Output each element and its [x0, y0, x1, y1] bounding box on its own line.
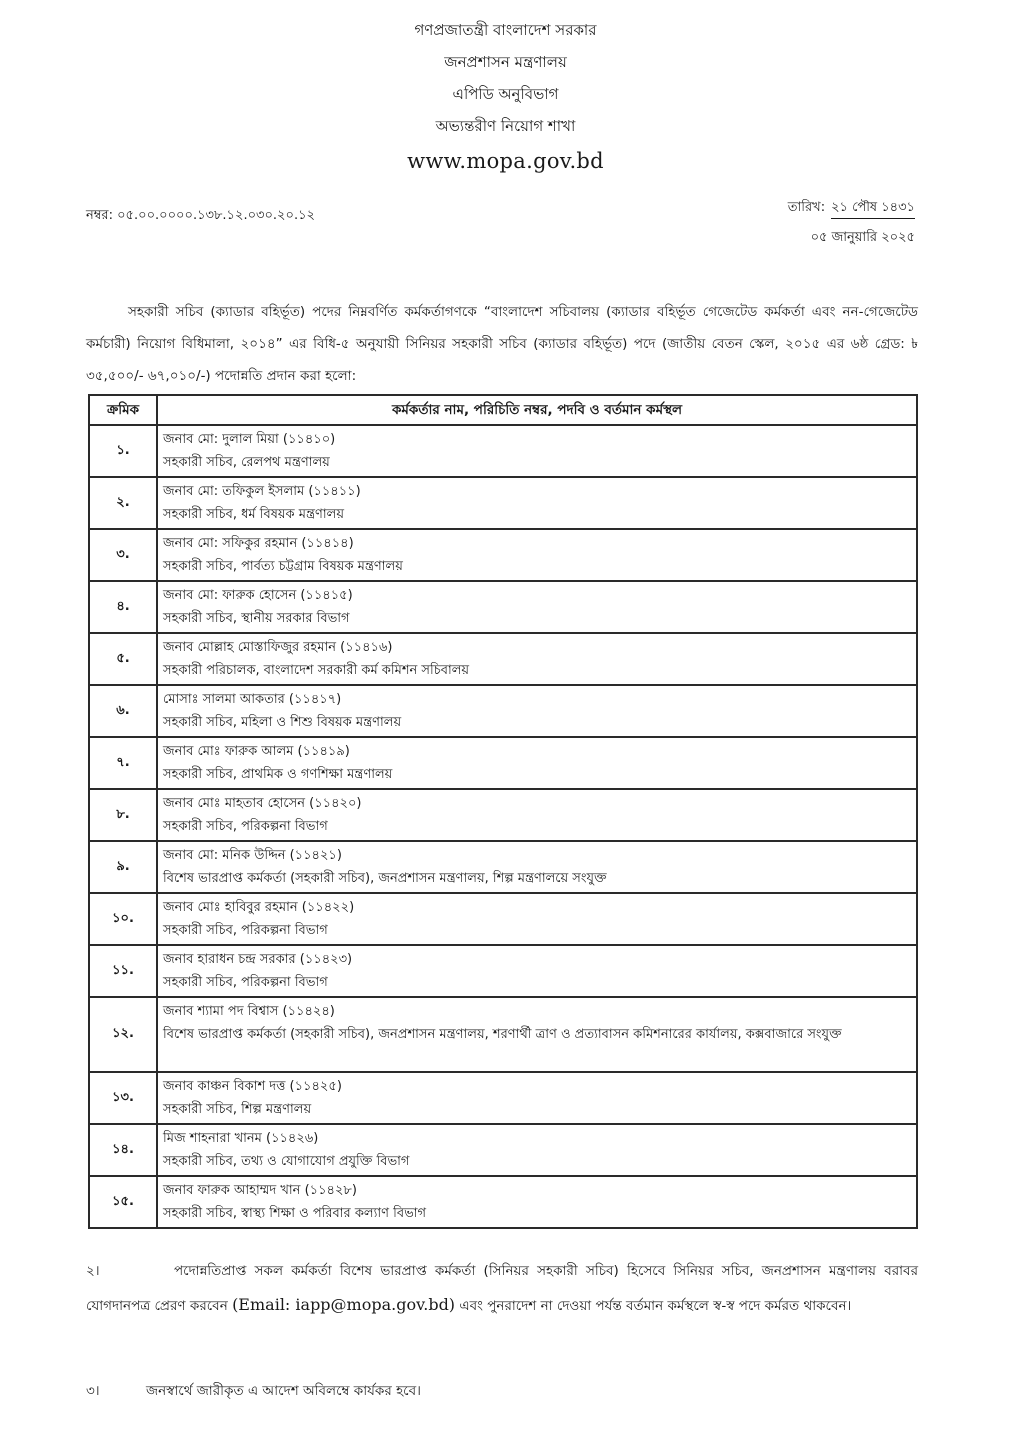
row-details — [157, 477, 917, 529]
table-row — [89, 1072, 917, 1124]
memo-label: নম্বর: — [86, 208, 113, 223]
promotion-table — [88, 394, 918, 1229]
instruction-text-continued: এবং পুনরাদেশ না দেওয়া পর্যন্ত বর্তমান কর্মস্থলে স্ব-স্ব পদে কর্মরত থাকবেন। — [455, 1298, 852, 1314]
officer-name: জনাব মোঃ মাহতাব হোসেন (১১৪২০) — [163, 796, 362, 811]
officer-post: সহকারী সচিব, স্থানীয় সরকার বিভাগ — [163, 611, 350, 626]
officer-name: জনাব মোঃ হাবিবুর রহমান (১১৪২২) — [163, 900, 355, 915]
memo-number — [86, 206, 315, 227]
officer-post: সহকারী সচিব, পরিকল্পনা বিভাগ — [163, 819, 328, 834]
officer-name: জনাব ফারুক আহাম্মদ খান (১১৪২৮) — [163, 1183, 357, 1198]
government-name: গণপ্রজাতন্ত্রী বাংলাদেশ সরকার — [414, 21, 597, 39]
table-row — [89, 1124, 917, 1176]
officer-name: জনাব মো: ফারুক হোসেন (১১৪১৫) — [163, 588, 353, 603]
row-details — [157, 529, 917, 581]
officer-post: সহকারী সচিব, পার্বত্য চট্টগ্রাম বিষয়ক মন্ত্রণালয় — [163, 559, 403, 574]
officer-post: সহকারী পরিচালক, বাংলাদেশ সরকারী কর্ম কমিশন সচিবালয় — [163, 663, 470, 678]
date-label: তারিখ: — [787, 200, 826, 215]
joining-instruction-paragraph — [86, 1254, 918, 1323]
branch-name: অভ্যন্তরীণ নিয়োগ শাখা — [435, 117, 576, 135]
officer-post: সহকারী সচিব, স্বাস্থ্য শিক্ষা ও পরিবার কল্যাণ বিভাগ — [163, 1206, 427, 1221]
officer-post: সহকারী সচিব, তথ্য ও যোগাযোগ প্রযুক্তি বিভাগ — [163, 1154, 410, 1169]
table-row — [89, 477, 917, 529]
table-row — [89, 737, 917, 789]
row-serial: ২. — [89, 477, 157, 529]
row-serial: ১১. — [89, 945, 157, 997]
table-header-row — [89, 395, 917, 425]
officer-name: জনাব শ্যামা পদ বিশ্বাস (১১৪২৪) — [163, 1004, 335, 1019]
ministry-name: জনপ্রশাসন মন্ত্রণালয় — [444, 53, 567, 71]
letterhead — [0, 14, 1011, 178]
website-url[interactable]: www.mopa.gov.bd — [407, 149, 604, 173]
table-row — [89, 581, 917, 633]
officer-post: সহকারী সচিব, ধর্ম বিষয়ক মন্ত্রণালয় — [163, 507, 344, 522]
row-serial: ১৫. — [89, 1176, 157, 1228]
officer-name: জনাব হারাধন চন্দ্র সরকার (১১৪২৩) — [163, 952, 353, 967]
officer-name: জনাব মো: দুলাল মিয়া (১১৪১০) — [163, 432, 336, 447]
officer-post: বিশেষ ভারপ্রাপ্ত কর্মকর্তা (সহকারী সচিব), জনপ্রশাসন মন্ত্রণালয়, শিল্প মন্ত্রণালয়ে সংযুক্ত — [163, 871, 607, 886]
row-details — [157, 789, 917, 841]
row-serial: ৫. — [89, 633, 157, 685]
officer-name: মোসাঃ সালমা আকতার (১১৪১৭) — [163, 692, 342, 707]
row-details — [157, 581, 917, 633]
officer-post: সহকারী সচিব, পরিকল্পনা বিভাগ — [163, 923, 328, 938]
row-details — [157, 425, 917, 477]
row-details — [157, 1072, 917, 1124]
row-details — [157, 633, 917, 685]
date-bangla: ২১ পৌষ ১৪৩১ — [831, 198, 915, 219]
table-row — [89, 945, 917, 997]
header-serial: ক্রমিক — [89, 395, 157, 425]
table-row — [89, 841, 917, 893]
date-block — [788, 194, 915, 249]
row-serial: ১. — [89, 425, 157, 477]
contact-email[interactable]: (Email: iapp@mopa.gov.bd) — [232, 1295, 456, 1314]
officer-name: জনাব মোল্লাহ মোস্তাফিজুর রহমান (১১৪১৬) — [163, 640, 393, 655]
officer-post: সহকারী সচিব, পরিকল্পনা বিভাগ — [163, 975, 328, 990]
row-details — [157, 1176, 917, 1228]
officer-name: মিজ শাহনারা খানম (১১৪২৬) — [163, 1131, 319, 1146]
intro-paragraph: সহকারী সচিব (ক্যাডার বহির্ভূত) পদের নিম্নবর্ণিত কর্মকর্তাগণকে “বাংলাদেশ সচিবালয় (ক্যাডার বহির্ভূত গেজেটেড কর্মকর্তা এবং নন-গেজেটেড কর্মচারী) নিয়োগ বিধিমালা, ২০১৪” এর বিধি-৫ অনুযায়ী সিনিয়র সহকারী সচিব (ক্যাডার বহির্ভূত) পদে (জাতীয় বেতন স্কেল, ২০১৫ এর ৬ষ্ঠ গ্রেড: ৳ ৩৫,৫০০/- ৬৭,০১০/-) পদোন্নতি প্রদান করা হলো: — [86, 304, 918, 384]
row-details — [157, 841, 917, 893]
row-serial: ৪. — [89, 581, 157, 633]
row-details — [157, 737, 917, 789]
memo-value: ০৫.০০.০০০০.১৩৮.১২.০৩০.২০.১২ — [117, 208, 315, 223]
row-details — [157, 893, 917, 945]
officer-name: জনাব মো: সফিকুর রহমান (১১৪১৪) — [163, 536, 354, 551]
row-serial: ১০. — [89, 893, 157, 945]
table-row — [89, 633, 917, 685]
paragraph-number: ৩। — [86, 1383, 100, 1399]
row-serial: ৬. — [89, 685, 157, 737]
row-serial: ১৩. — [89, 1072, 157, 1124]
paragraph-number: ২। — [86, 1263, 100, 1279]
row-serial: ১৪. — [89, 1124, 157, 1176]
effective-order-text: জনস্বার্থে জারীকৃত এ আদেশ অবিলম্বে কার্যকর হবে। — [146, 1383, 421, 1399]
table-row — [89, 425, 917, 477]
row-details — [157, 685, 917, 737]
table-row — [89, 1176, 917, 1228]
row-serial: ৮. — [89, 789, 157, 841]
officer-name: জনাব কাঞ্চন বিকাশ দত্ত (১১৪২৫) — [163, 1079, 342, 1094]
officer-name: জনাব মো: মনিক উদ্দিন (১১৪২১) — [163, 848, 342, 863]
officer-name: জনাব মো: তফিকুল ইসলাম (১১৪১১) — [163, 484, 361, 499]
date-english: ০৫ জানুয়ারি ২০২৫ — [810, 230, 915, 245]
row-details — [157, 997, 917, 1072]
table-row — [89, 997, 917, 1072]
row-details — [157, 1124, 917, 1176]
table-row — [89, 789, 917, 841]
header-details: কর্মকর্তার নাম, পরিচিতি নম্বর, পদবি ও বর্তমান কর্মস্থল — [157, 395, 917, 425]
table-row — [89, 893, 917, 945]
row-serial: ৩. — [89, 529, 157, 581]
officer-post: বিশেষ ভারপ্রাপ্ত কর্মকর্তা (সহকারী সচিব), জনপ্রশাসন মন্ত্রণালয়, শরণার্থী ত্রাণ ও প্রত্যাবাসন কমিশনারের কার্যালয়, কক্সবাজারে সংযুক্ত — [163, 1027, 842, 1042]
row-serial: ৭. — [89, 737, 157, 789]
instruction-text: পদোন্নতিপ্রাপ্ত সকল কর্মকর্তা বিশেষ ভারপ্রাপ্ত কর্মকর্তা (সিনিয়র সহকারী সচিব) হিসেবে সিনিয়র সচিব, জনপ্রশাসন মন্ত্রণালয় বরাবর যোগদানপত্র প্রেরণ করবেন — [86, 1263, 918, 1314]
row-serial: ১২. — [89, 997, 157, 1072]
table-row — [89, 529, 917, 581]
row-details — [157, 945, 917, 997]
officer-post: সহকারী সচিব, রেলপথ মন্ত্রণালয় — [163, 455, 330, 470]
officer-post: সহকারী সচিব, প্রাথমিক ও গণশিক্ষা মন্ত্রণালয় — [163, 767, 393, 782]
officer-name: জনাব মোঃ ফারুক আলম (১১৪১৯) — [163, 744, 350, 759]
officer-post: সহকারী সচিব, শিল্প মন্ত্রণালয় — [163, 1102, 312, 1117]
row-serial: ৯. — [89, 841, 157, 893]
division-name: এপিডি অনুবিভাগ — [452, 85, 559, 103]
effective-order-paragraph — [86, 1374, 918, 1408]
table-row — [89, 685, 917, 737]
officer-post: সহকারী সচিব, মহিলা ও শিশু বিষয়ক মন্ত্রণালয় — [163, 715, 402, 730]
